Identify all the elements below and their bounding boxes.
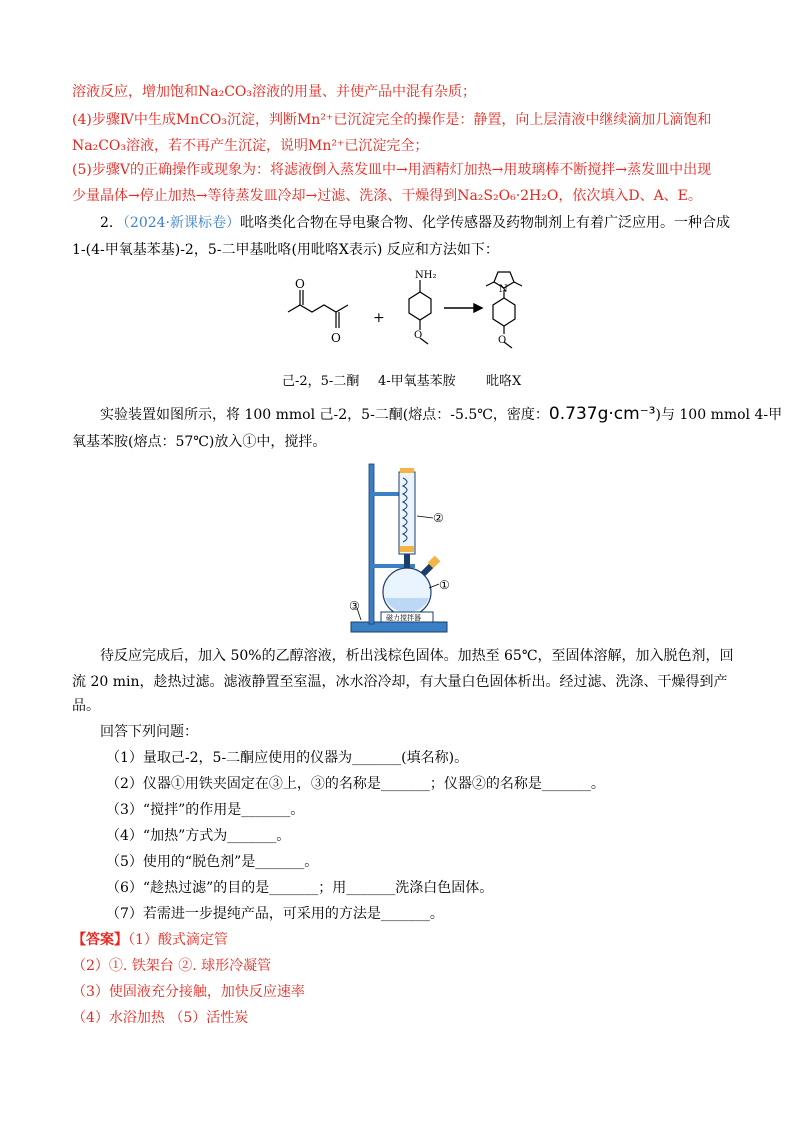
reaction-arrow <box>444 304 482 312</box>
answer-3: （3）使固液充分接触，加快反应速率 <box>72 984 305 1000</box>
prev-answer-line-2: (4)步骤Ⅳ中生成MnCO₃沉淀，判断Mn²⁺已沉淀完全的操作是：静置，向上层清液中继续滴加几滴饱和 <box>72 112 712 128</box>
stand-rod <box>369 464 374 624</box>
apparatus-figure <box>345 460 465 638</box>
pyrrole-n-label: N <box>499 284 508 295</box>
answer-4-5: （4）水浴加热 （5）活性炭 <box>72 1010 249 1026</box>
answer-line-1 <box>72 930 228 950</box>
procedure-line-2: 流 20 min，趁热过滤。滤液静置至室温，冰水浴冷却，有大量白色固体析出。经过滤、洗涤、干燥得到产 <box>72 674 728 690</box>
sub-question-1: （1）量取己-2，5-二酮应使用的仪器为_______(填名称)。 <box>106 750 469 766</box>
question-intro <box>100 213 730 233</box>
setup-line-2: 氧基苯胺(熔点：57℃)放入①中，搅拌。 <box>72 434 327 450</box>
name-hexanedione: 己-2，5-二酮 <box>282 374 360 389</box>
sub-question-3: （3）“搅拌”的作用是_______。 <box>106 802 305 818</box>
hexanedione-structure <box>288 290 348 328</box>
name-anisidine: 4-甲氧基苯胺 <box>378 374 456 389</box>
answer-2: （2）①. 铁架台 ②. 球形冷凝管 <box>72 958 272 974</box>
question-intro-line-2: 1-(4-甲氧基苯基)-2，5-二甲基吡咯(用吡咯X表示) 反应和方法如下： <box>72 242 499 258</box>
prev-answer-line-1: 溶液反应，增加饱和Na₂CO₃溶液的用量、并使产品中混有杂质； <box>72 84 477 100</box>
question-number: 2． <box>100 215 123 231</box>
marker-2: ② <box>433 511 444 525</box>
stirrer-label: 磁力搅拌器 <box>386 614 421 622</box>
stand-base <box>351 622 447 632</box>
prev-answer-line-3: Na₂CO₃溶液，若不再产生沉淀，说明Mn²⁺已沉淀完全； <box>72 138 429 154</box>
marker-1: ① <box>439 578 450 592</box>
procedure-line-3: 品。 <box>72 698 100 714</box>
answer-tag: 【答案】 <box>72 932 128 948</box>
answer-1: （1）酸式滴定管 <box>128 932 228 948</box>
sub-question-5: （5）使用的“脱色剂”是_______。 <box>106 854 319 870</box>
hexanedione-o-top: O <box>295 277 305 291</box>
name-pyrrole-x: 吡咯X <box>486 374 522 389</box>
pyrrole-o-label: O <box>498 335 507 346</box>
prev-answer-line-4: (5)步骤Ⅴ的正确操作或现象为：将滤液倒入蒸发皿中→用酒精灯加热→用玻璃棒不断搅拌→蒸发皿中出现 <box>72 162 712 178</box>
setup-text-a: 实验装置如图所示，将 100 mmol 己-2，5-二酮(熔点：-5.5℃，密度： <box>100 407 549 423</box>
marker-3: ③ <box>349 599 360 613</box>
sub-question-2: （2）仪器①用铁夹固定在③上，③的名称是_______；仪器②的名称是_______。 <box>106 776 605 792</box>
hexanedione-o-bottom: O <box>331 331 341 345</box>
question-intro-text: 吡咯类化合物在导电聚合物、化学传感器及药物制剂上有着广泛应用。一种合成 <box>240 215 731 231</box>
anisidine-o-label: O <box>414 330 423 341</box>
sub-question-6: （6）“趁热过滤”的目的是_______；用_______洗涤白色固体。 <box>106 880 494 896</box>
setup-text-b: )与 100 mmol 4-甲 <box>655 407 783 423</box>
question-source: （2024·新课标卷） <box>122 215 241 231</box>
sub-question-4: （4）“加热”方式为_______。 <box>106 828 291 844</box>
procedure-line-1: 待反应完成后，加入 50%的乙醇溶液，析出浅棕色固体。加热至 65℃，至固体溶解，加入脱色剂，回 <box>100 648 734 664</box>
sub-question-7: （7）若需进一步提纯产品，可采用的方法是_______。 <box>106 906 444 922</box>
density-value: 0.737g·cm⁻³ <box>548 404 656 424</box>
answer-prompt: 回答下列问题： <box>100 724 198 740</box>
reaction-scheme <box>270 268 550 360</box>
setup-line-1 <box>100 404 782 425</box>
prev-answer-line-5: 少量晶体→停止加热→等待蒸发皿冷却→过滤、洗涤、干燥得到Na₂S₂O₆·2H₂O，依次填入D、A、E。 <box>72 188 702 204</box>
nh2-label: NH₂ <box>415 270 437 281</box>
plus-sign: + <box>373 310 385 326</box>
condenser-top-stopper <box>400 468 414 473</box>
condenser-joint <box>400 546 414 552</box>
